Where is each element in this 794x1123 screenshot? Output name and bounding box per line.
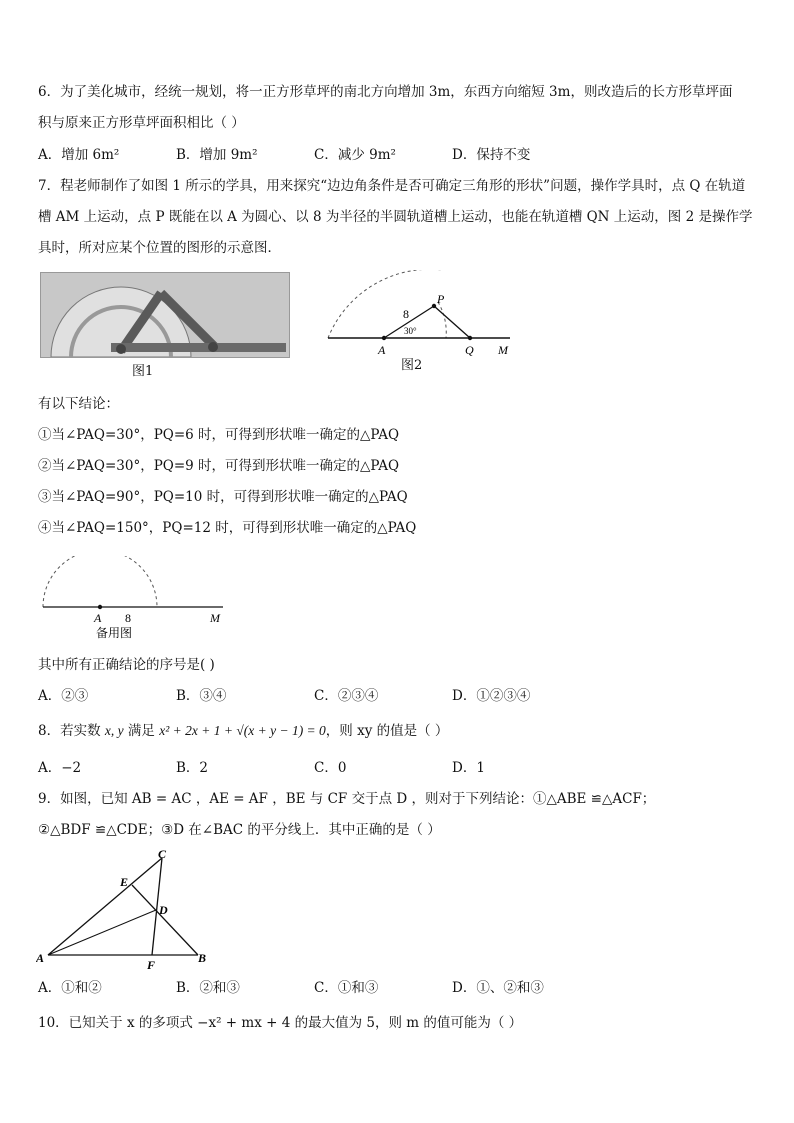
q6-option-d: D．保持不变 bbox=[452, 147, 531, 163]
q8-prefix: 8．若实数 bbox=[38, 723, 105, 739]
q7-conclusion-3: ③当∠PAQ=90°，PQ=10 时，可得到形状唯一确定的△PAQ bbox=[38, 489, 408, 505]
fig2-label-q: Q bbox=[465, 343, 474, 357]
fig2-segment-pq bbox=[434, 306, 470, 338]
spare-caption: 备用图 bbox=[96, 626, 133, 640]
q9-option-c: C．①和③ bbox=[314, 980, 379, 996]
q8-option-d: D．1 bbox=[452, 760, 485, 776]
q9-triangle-diagram bbox=[36, 848, 216, 970]
q9-option-d: D．①、②和③ bbox=[452, 980, 544, 996]
q8-vars: x, y bbox=[104, 723, 124, 738]
q6-line2: 积与原来正方形草坪面积相比（ ） bbox=[38, 115, 245, 131]
fig2-label-angle: 30° bbox=[404, 326, 417, 336]
spare-label-a: A bbox=[94, 611, 102, 625]
spare-arc bbox=[43, 556, 157, 607]
spare-label-length: 8 bbox=[125, 611, 131, 625]
q9-label-c: C bbox=[158, 848, 167, 861]
fig2-label-m: M bbox=[498, 343, 508, 357]
q9-label-d: D bbox=[159, 903, 168, 917]
q8-suffix: ，则 xy 的值是（ ） bbox=[325, 723, 449, 739]
figure-1-drawing bbox=[41, 273, 289, 357]
q9-line1: 9．如图，已知 AB = AC ，AE = AF ，BE 与 CF 交于点 D ，则对于下列结论：①△ABE ≌△ACF； bbox=[38, 791, 656, 807]
fig2-point-a bbox=[382, 336, 386, 340]
q7-conclusion-1: ①当∠PAQ=30°，PQ=6 时，可得到形状唯一确定的△PAQ bbox=[38, 427, 400, 443]
q8-option-a: A．−2 bbox=[38, 760, 82, 776]
q6-option-b: B．增加 9m² bbox=[176, 147, 258, 163]
q9-segment-ac bbox=[48, 858, 162, 955]
q9-label-f: F bbox=[147, 958, 156, 970]
q8-option-c: C．0 bbox=[314, 760, 347, 776]
q9-label-e: E bbox=[120, 875, 129, 889]
fig2-point-q bbox=[468, 336, 472, 340]
q7-option-b: B．③④ bbox=[176, 688, 227, 704]
q7-question: 其中所有正确结论的序号是( ) bbox=[38, 657, 215, 673]
fig2-label-length: 8 bbox=[403, 307, 409, 321]
fig2-point-p bbox=[432, 304, 436, 308]
q9-label-a: A bbox=[36, 951, 45, 965]
fig2-label-p: P bbox=[437, 292, 445, 306]
q7-line2: 槽 AM 上运动，点 P 既能在以 A 为圆心、以 8 为半径的半圆轨道槽上运动，也能在轨道槽 QN 上运动，图 2 是操作学 bbox=[38, 209, 753, 225]
q9-line2: ②△BDF ≌△CDE；③D 在∠BAC 的平分线上．其中正确的是（ ） bbox=[38, 822, 441, 838]
q7-conclusion-2: ②当∠PAQ=30°，PQ=9 时，可得到形状唯一确定的△PAQ bbox=[38, 458, 400, 474]
q9-option-a: A．①和② bbox=[38, 980, 102, 996]
spare-diagram bbox=[38, 556, 238, 642]
q7-conclusion-4: ④当∠PAQ=150°，PQ=12 时，可得到形状唯一确定的△PAQ bbox=[38, 520, 417, 536]
q8-mid: 满足 bbox=[123, 723, 160, 739]
q8-line bbox=[38, 721, 756, 741]
q7-conclusions-intro: 有以下结论： bbox=[38, 396, 119, 412]
q8-option-b: B．2 bbox=[176, 760, 209, 776]
q9-option-b: B．②和③ bbox=[176, 980, 240, 996]
spare-point-a bbox=[98, 605, 102, 609]
figure-1-photo bbox=[40, 272, 290, 358]
fig2-arc-right bbox=[438, 302, 446, 338]
figure-1-caption: 图1 bbox=[132, 364, 154, 379]
q6-option-a: A．增加 6m² bbox=[38, 147, 120, 163]
q10-line1: 10．已知关于 x 的多项式 −x² + mx + 4 的最大值为 5，则 m 的值可能为（ ） bbox=[38, 1015, 523, 1031]
q9-segment-be bbox=[132, 885, 198, 955]
q6-line1: 6．为了美化城市，经统一规划，将一正方形草坪的南北方向增加 3m，东西方向缩短 3m，则改造后的长方形草坪面 bbox=[38, 84, 733, 100]
q9-segment-ad bbox=[48, 910, 156, 955]
q6-option-c: C．减少 9m² bbox=[314, 147, 396, 163]
q9-label-b: B bbox=[198, 951, 207, 965]
q7-line3: 具时，所对应某个位置的图形的示意图． bbox=[38, 240, 281, 256]
figure-2-caption: 图2 bbox=[401, 358, 423, 373]
fig2-arc-left bbox=[328, 270, 443, 338]
fig2-label-a: A bbox=[378, 343, 386, 357]
q7-option-a: A．②③ bbox=[38, 688, 89, 704]
q8-equation: x² + 2x + 1 + √(x + y − 1) = 0 bbox=[159, 723, 326, 738]
q7-option-d: D．①②③④ bbox=[452, 688, 531, 704]
q7-line1: 7．程老师制作了如图 1 所示的学具，用来探究“边边角条件是否可确定三角形的形状”问题，操作学具时，点 Q 在轨道 bbox=[38, 178, 746, 194]
spare-label-m: M bbox=[210, 611, 220, 625]
q7-option-c: C．②③④ bbox=[314, 688, 379, 704]
